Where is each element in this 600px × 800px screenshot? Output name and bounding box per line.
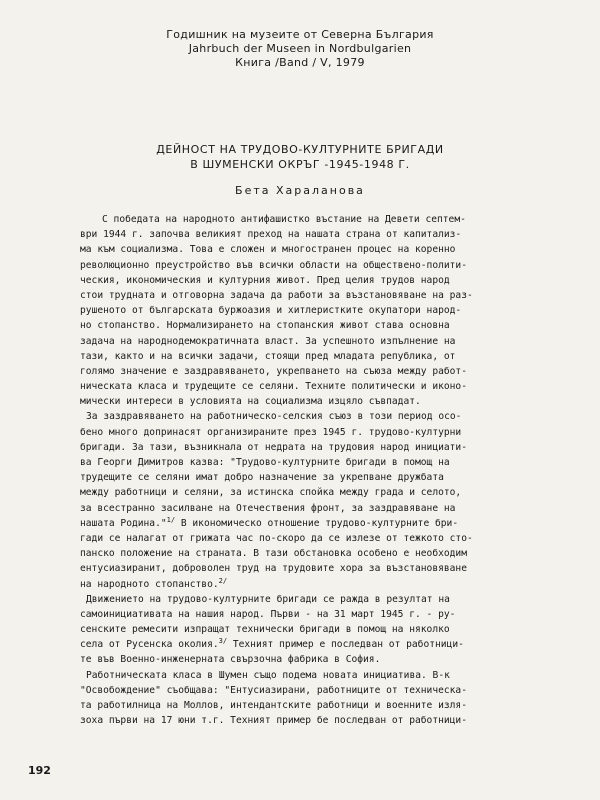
text-line: сенските ремесити изпращат технически бригади в помощ на няколко (80, 624, 450, 636)
text-line: Работническата класа в Шумен също подема новата инициатива. В-к (86, 669, 450, 681)
text-segment: Техният пример е последван от работници- (232, 639, 464, 651)
journal-title-de: Jahrbuch der Museen in Nordbulgarien (188, 42, 412, 55)
text-line: стои трудната и отговорна задача да работи за възстановяване на раз- (80, 289, 473, 301)
text-line: мически интереси в условията на социализма изцяло съвпадат. (80, 396, 421, 408)
text-line: задача на народнодемократичната власт. За успешното изпълнение на (80, 335, 456, 347)
text-line: бено много допринасят организираните през 1945 г. трудово-културни (80, 426, 462, 438)
text-line: панско положение на страната. В тази обстановка особено е необходим (80, 548, 467, 560)
text-line: ма към социализма. Това е сложен и многостранен процес на коренно (80, 244, 456, 256)
text-line: "Освобождение" съобщава: "Ентусиазирани, работниците от техническа- (80, 684, 467, 696)
article-title (0, 142, 600, 172)
text-line (80, 637, 580, 652)
text-line: бригади. За тази, възникнала от недрата на трудовия народ инициати- (80, 441, 467, 453)
text-line: трудещите се селяни имат добро назначение за укрепване дружбата (80, 472, 444, 484)
article-title-line-1: ДЕЙНОСТ НА ТРУДОВО-КУЛТУРНИТЕ БРИГАДИ (156, 143, 444, 156)
article-body (80, 212, 580, 728)
text-line: между работници и селяни, за истинска спойка между града и селото, (80, 487, 462, 499)
text-segment: нашата Родина." (80, 517, 167, 529)
text-line: революционно преустройство във всички области на обществено-полити- (80, 259, 467, 271)
article-title-line-2: В ШУМЕНСКИ ОКРЪГ -1945-1948 Г. (190, 158, 410, 171)
text-line: гади се налагат от грижата час по-скоро да се излезе от тежкото сто- (80, 532, 473, 544)
text-line: рушеното от българската буржоазия и хитлеристките окупатори народ- (80, 305, 462, 317)
footnote-ref-2: 2/ (218, 576, 228, 585)
text-line: но стопанство. Нормализирането на стопанския живот става основна (80, 320, 450, 332)
text-line: голямо значение е заздравяването, укрепването на съюза между работ- (80, 365, 467, 377)
text-segment: В икономическо отношение трудово-културните бри- (180, 517, 459, 529)
footnote-ref-1: 1/ (166, 515, 176, 524)
text-line (80, 516, 580, 531)
text-line: ческия, икономическия и културния живот. Пред целия трудов народ (80, 274, 450, 286)
text-line: самоинициативата на нашия народ. Първи - на 31 март 1945 г. - ру- (80, 608, 456, 620)
text-line: та работилница на Моллов, интендантските работници и военните изля- (80, 700, 467, 711)
text-segment: на народното стопанство. (80, 578, 219, 590)
text-line: ническата класа и трудещите се селяни. Техните политически и иконо- (80, 381, 467, 393)
journal-title-bg: Годишник на музеите от Северна България (166, 28, 434, 41)
text-line: тази, както и на всички задачи, стоящи пред младата република, от (80, 350, 456, 362)
footnote-ref-3: 3/ (218, 637, 228, 646)
text-line: зоха първи на 17 юни т.г. Техният пример бе последван от работници- (80, 715, 467, 727)
text-line: Движението на трудово-културните бригади се ражда в резултат на (86, 593, 450, 605)
text-line (80, 577, 580, 592)
text-line: За заздравяването на работническо-селския съюз в този период осо- (86, 411, 462, 423)
text-line: С победата на народното антифашистко въстание на Девети септем- (102, 214, 466, 225)
journal-volume: Книга /Band / V, 1979 (235, 56, 365, 69)
author-name: Бета Хараланова (235, 184, 365, 197)
text-line: ва Георги Димитров казва: "Трудово-културните бригади в помощ на (80, 457, 450, 468)
text-line: те във Военно-инженерната свързочна фабрика в София. (80, 654, 381, 666)
text-segment: села от Русенска околия. (80, 639, 219, 651)
journal-header (0, 28, 600, 70)
text-line: ври 1944 г. започва великият преход на нашата страна от капитализ- (80, 229, 462, 241)
text-line: ентусиазиранит, доброволен труд на трудовите хора за възстановяване (80, 563, 467, 575)
text-line: за всестранно засилване на Отечествения фронт, за заздравяване на (80, 502, 456, 514)
page-number: 192 (28, 764, 51, 777)
